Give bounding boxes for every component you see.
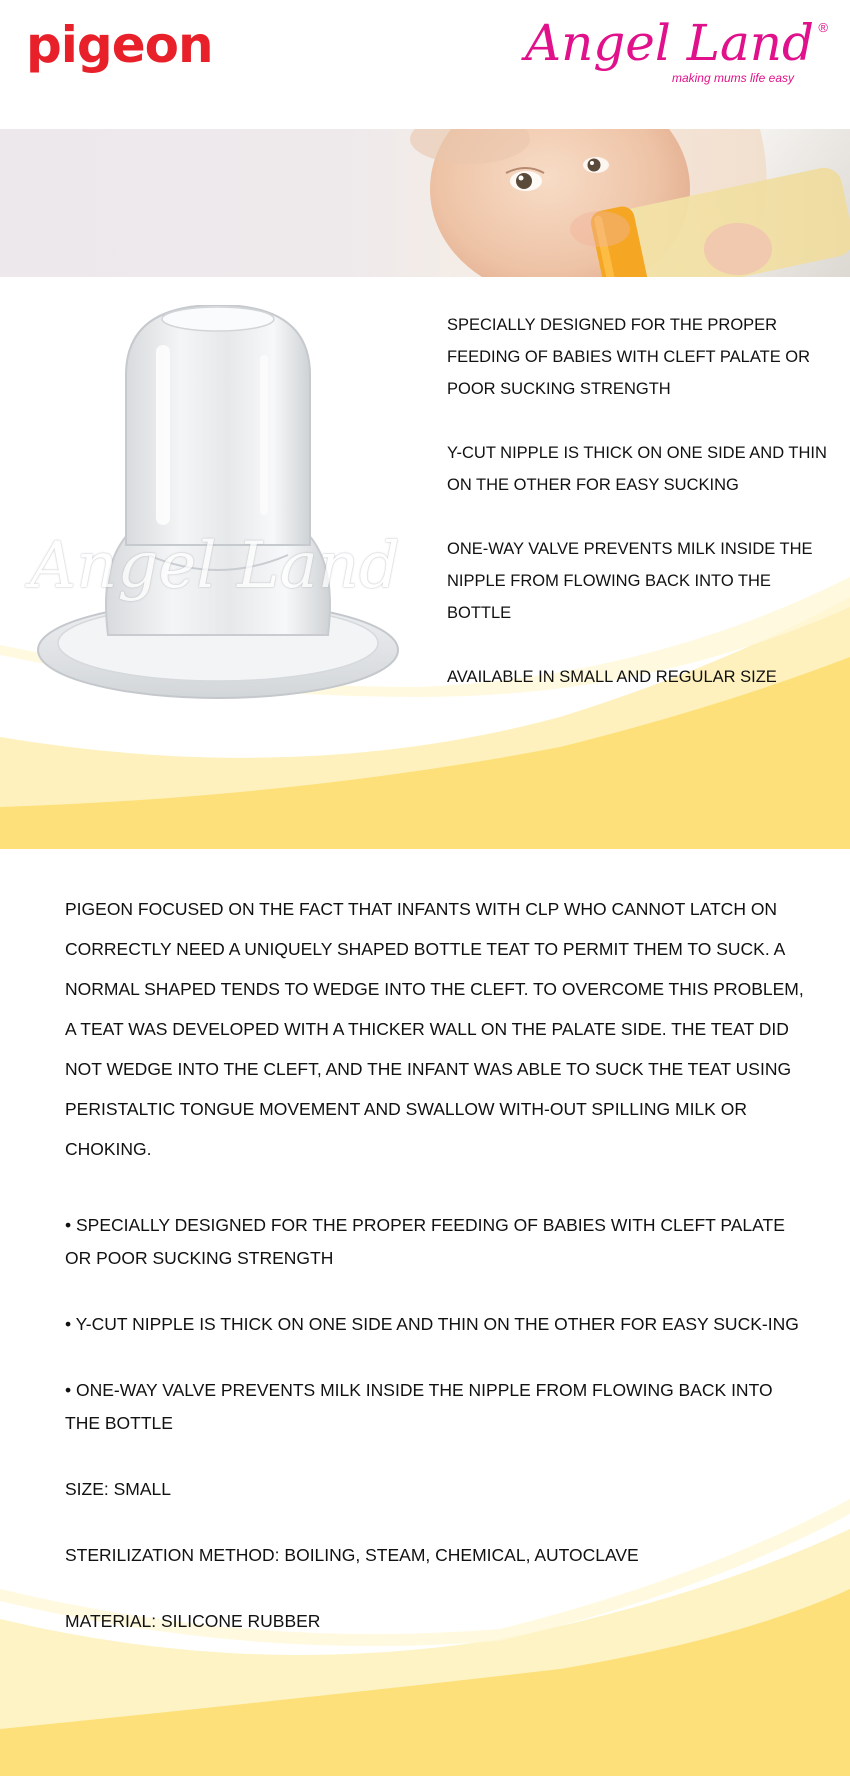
description-intro: PIGEON FOCUSED ON THE FACT THAT INFANTS WITH CLP WHO CANNOT LATCH ON CORRECTLY NEED A UNIQUELY SHAPED BOTTLE TEAT TO PERMIT THEM TO SUCK. A NORMAL SHAPED TENDS TO WEDGE INTO THE CLEFT. TO OVERCOME THIS PROBLEM, A TEAT WAS DEVELOPED WITH A THICKER WALL ON THE PALATE SIDE. THE TEAT DID NOT WEDGE INTO THE CLEFT, AND THE INFANT WAS ABLE TO SUCK THE TEAT USING PERISTALTIC TONGUE MOVEMENT AND SWALLOW WITH-OUT SPILLING MILK OR CHOKING. (65, 899, 804, 1159)
header (0, 0, 850, 129)
feature-item: Y-CUT NIPPLE IS THICK ON ONE SIDE AND THIN ON THE OTHER FOR EASY SUCKING (447, 444, 827, 494)
angel-land-logo (520, 14, 830, 89)
hero-banner (0, 129, 850, 277)
baby-drinking-illustration (0, 129, 850, 277)
registered-mark: ® (818, 20, 828, 35)
product-section (0, 277, 850, 849)
detail-item: • Y-CUT NIPPLE IS THICK ON ONE SIDE AND THIN ON THE OTHER FOR EASY SUCK-ING (65, 1314, 799, 1334)
detail-item: • SPECIALLY DESIGNED FOR THE PROPER FEEDING OF BABIES WITH CLEFT PALATE OR POOR SUCKING STRENGTH (65, 1215, 785, 1268)
feature-list (447, 309, 837, 725)
material-spec: MATERIAL: SILICONE RUBBER (65, 1611, 321, 1631)
angel-land-tagline: making mums life easy (671, 71, 794, 85)
feature-item: SPECIALLY DESIGNED FOR THE PROPER FEEDING OF BABIES WITH CLEFT PALATE OR POOR SUCKING STRENGTH (447, 316, 811, 398)
detail-item: • ONE-WAY VALVE PREVENTS MILK INSIDE THE NIPPLE FROM FLOWING BACK INTO THE BOTTLE (65, 1380, 773, 1433)
description-section (0, 849, 850, 1776)
feature-item: AVAILABLE IN SMALL AND REGULAR SIZE (447, 668, 777, 686)
nipple-product-image (28, 305, 428, 725)
sterilization-spec: STERILIZATION METHOD: BOILING, STEAM, CHEMICAL, AUTOCLAVE (65, 1545, 639, 1565)
detail-list (65, 1209, 805, 1671)
size-spec: SIZE: SMALL (65, 1479, 172, 1499)
angel-land-wordmark: Angel Land (524, 14, 814, 72)
feature-item: ONE-WAY VALVE PREVENTS MILK INSIDE THE NIPPLE FROM FLOWING BACK INTO THE BOTTLE (447, 540, 813, 622)
watermark: Angel Land (30, 529, 400, 603)
pigeon-logo: pigeon (26, 16, 213, 74)
